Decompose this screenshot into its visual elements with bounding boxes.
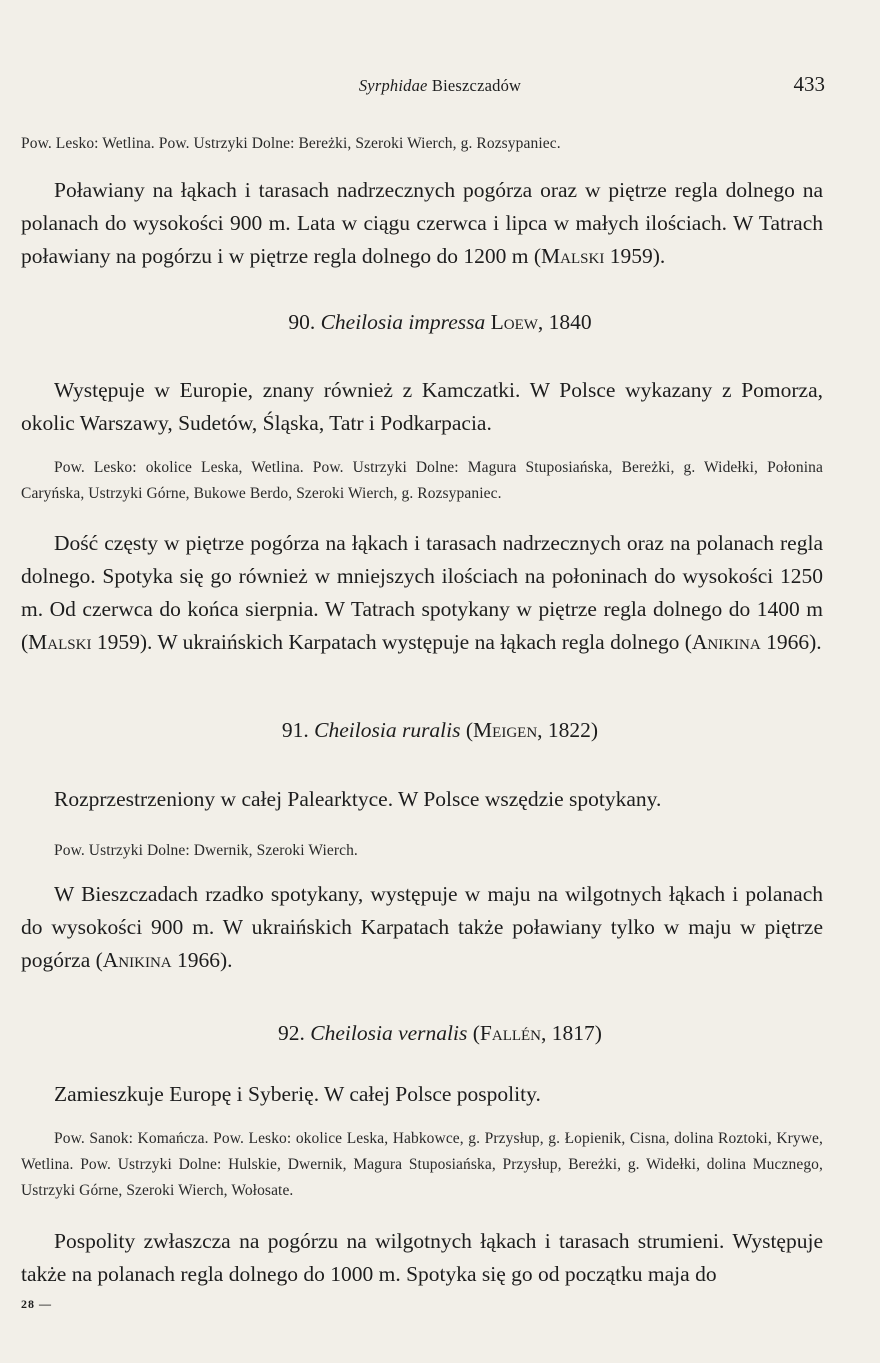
author-citation: Anikina <box>691 630 761 654</box>
text-run: ( <box>467 1021 480 1045</box>
locality-paragraph-92: Pow. Sanok: Komańcza. Pow. Lesko: okolice Leska, Habkowce, g. Przysłup, g. Łopienik, Cisna, dolina Roztoki, Krywe, Wetlina. Pow. Ustrzyki Dolne: Hulskie, Dwernik, Magura Stuposiańska, Przysłup, Bereżki, g. Widełki, dolina Mucznego, Ustrzyki Górne, Szeroki Wierch, Wołosate. <box>21 1130 823 1199</box>
distribution-paragraph-92: Zamieszkuje Europę i Syberię. W całej Polsce pospolity. <box>54 1082 541 1106</box>
ecology-paragraph-90 <box>21 527 823 659</box>
species-author: Fallén <box>479 1021 542 1045</box>
locality-paragraph-91: Pow. Ustrzyki Dolne: Dwernik, Szeroki Wierch. <box>54 842 358 859</box>
running-title <box>0 76 880 96</box>
author-citation: Anikina <box>102 948 172 972</box>
page-number: 433 <box>793 72 825 96</box>
ecology-paragraph-91 <box>21 878 823 977</box>
text-run: W Bieszczadach rzadko spotykany, występuje w maju na wilgotnych łąkach i polanach do wysokości 900 m. W ukraińskich Karpatach także poławiany tylko w maju w piętrze pogórza ( <box>21 882 823 972</box>
species-heading-91 <box>0 718 880 743</box>
species-year: , 1840 <box>537 310 592 334</box>
locality-paragraph-89: Pow. Lesko: Wetlina. Pow. Ustrzyki Dolne: Bereżki, Szeroki Wierch, g. Rozsypaniec. <box>21 135 561 152</box>
text-run: Dość częsty w piętrze pogórza na łąkach i tarasach nadrzecznych oraz na polanach regla dolnego. Spotyka się go również w mniejszych ilościach na połoninach do wysokości 1250 m. Od czerwca do końca sierpnia. W Tatrach spotykany w piętrze regla dolnego do 1400 m ( <box>21 531 823 654</box>
species-number: 91. <box>281 718 309 742</box>
text-run: 1966). <box>171 948 233 972</box>
species-number: 90. <box>288 310 316 334</box>
species-author: Meigen <box>473 718 538 742</box>
ecology-paragraph-92: Pospolity zwłaszcza na pogórzu na wilgotnych łąkach i tarasach strumieni. Występuje także na polanach regla dolnego do 1000 m. Spotyka się go od początku maja do <box>21 1229 823 1286</box>
distribution-paragraph-90: Występuje w Europie, znany również z Kamczatki. W Polsce wykazany z Pomorza, okolic Warszawy, Sudetów, Śląska, Tatr i Podkarpacia. <box>21 378 823 435</box>
locality-paragraph-90: Pow. Lesko: okolice Leska, Wetlina. Pow. Ustrzyki Dolne: Magura Stuposiańska, Bereżki, g. Widełki, Połonina Caryńska, Ustrzyki Górne, Bukowe Berdo, Szeroki Wierch, g. Rozsypaniec. <box>21 459 823 502</box>
species-name: Cheilosia vernalis <box>310 1021 468 1045</box>
text-run: 1966). <box>760 630 822 654</box>
species-heading-92 <box>0 1021 880 1046</box>
signature-mark: 28 — <box>21 1297 52 1311</box>
author-citation: Malski <box>541 244 605 268</box>
species-heading-90 <box>0 310 880 335</box>
author-citation: Malski <box>28 630 92 654</box>
distribution-paragraph-91: Rozprzestrzeniony w całej Palearktyce. W Polsce wszędzie spotykany. <box>54 787 662 811</box>
running-title-italic: Syrphidae <box>358 76 428 95</box>
text-run: ( <box>460 718 474 742</box>
text-run: 1959). W ukraińskich Karpatach występuje na łąkach regla dolnego ( <box>91 630 692 654</box>
species-number: 92. <box>278 1021 305 1045</box>
running-header <box>0 72 880 102</box>
text-run: 1959). <box>604 244 666 268</box>
species-name: Cheilosia impressa <box>320 310 486 334</box>
ecology-paragraph-89 <box>21 174 823 273</box>
running-title-rest: Bieszczadów <box>431 76 522 95</box>
text-run: Poławiany na łąkach i tarasach nadrzecznych pogórza oraz w piętrze regla dolnego na polanach do wysokości 900 m. Lata w ciągu czerwca i lipca w małych ilościach. W Tatrach poławiany na pogórzu i w piętrze regla dolnego do 1200 m ( <box>21 178 823 268</box>
species-year: , 1822) <box>537 718 599 742</box>
species-year: , 1817) <box>541 1021 602 1045</box>
species-author: Loew <box>490 310 538 334</box>
species-name: Cheilosia ruralis <box>314 718 461 742</box>
